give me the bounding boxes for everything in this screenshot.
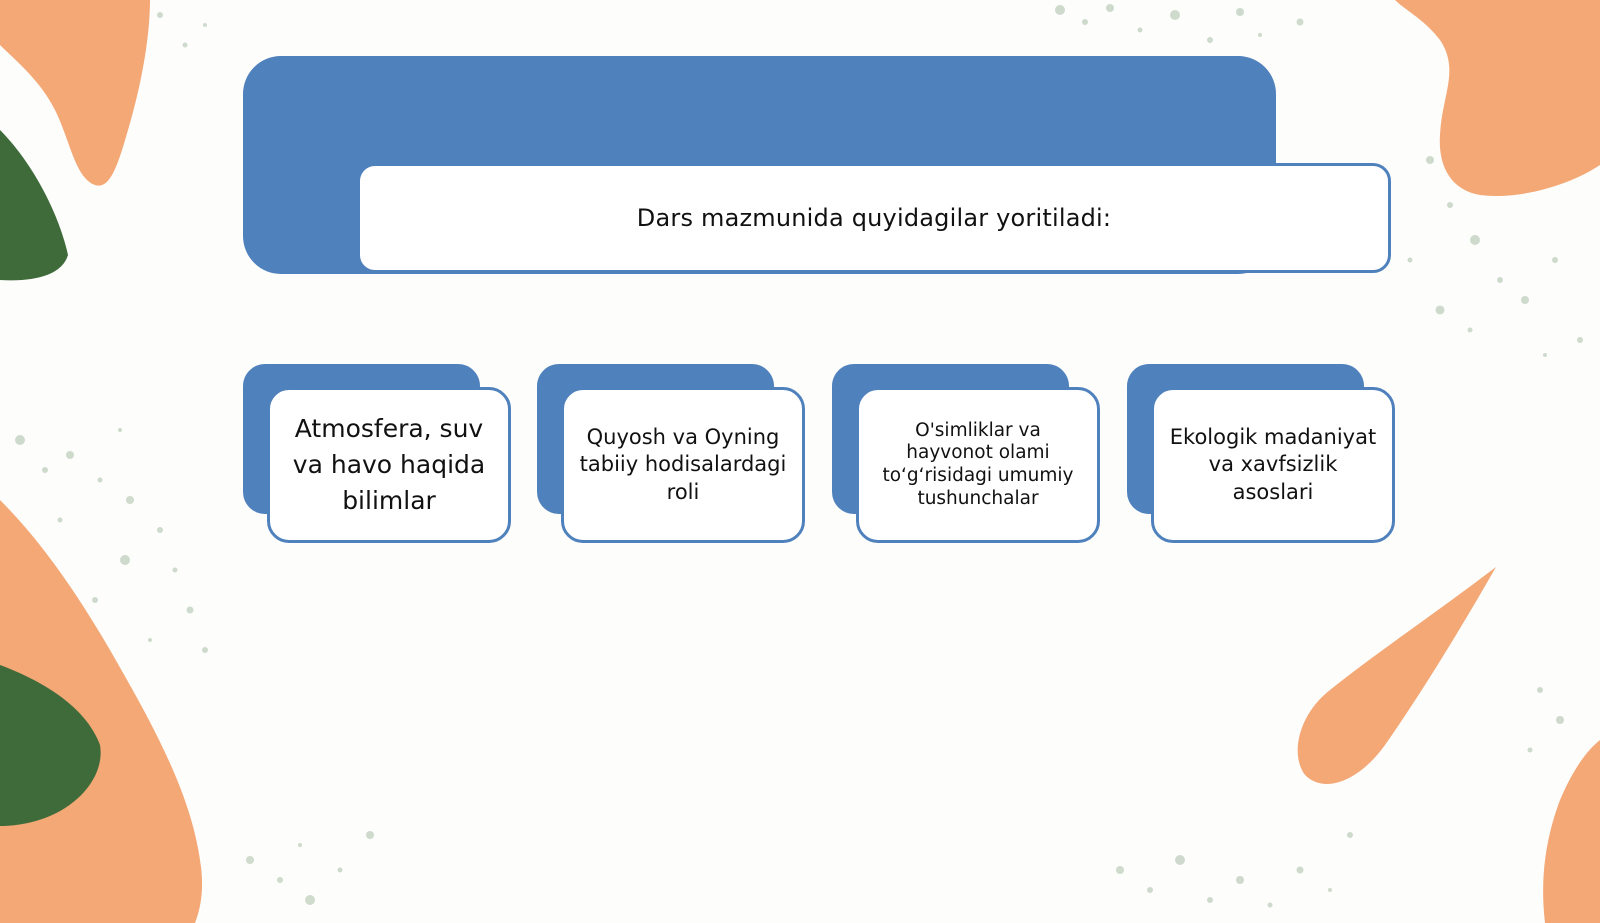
- card-front-box: [267, 387, 511, 543]
- peach-drop-right: [1298, 567, 1496, 784]
- slide-title: Dars mazmunida quyidagilar yoritiladi:: [636, 204, 1112, 232]
- card-front-box: [1151, 387, 1395, 543]
- topic-card-4: [1127, 364, 1397, 544]
- card-text: O'simliklar va hayvonot olami to‘g‘risidagi umumiy tushunchalar: [882, 419, 1074, 509]
- card-front-box: [561, 387, 805, 543]
- topic-card-3: [832, 364, 1102, 544]
- title-box: [357, 163, 1391, 273]
- card-text: Atmosfera, suv va havo haqida bilimlar: [292, 413, 486, 516]
- topic-card-1: [243, 364, 513, 544]
- peach-blob-bottom-right: [1543, 740, 1600, 923]
- card-text: Quyosh va Oyning tabiiy hodisalardagi roli: [579, 425, 787, 504]
- green-leaf-top-left: [0, 130, 68, 280]
- topic-card-2: [537, 364, 807, 544]
- card-text: Ekologik madaniyat va xavfsizlik asoslari: [1169, 425, 1377, 504]
- card-front-box: [856, 387, 1100, 543]
- peach-blob-top-right: [1395, 0, 1600, 196]
